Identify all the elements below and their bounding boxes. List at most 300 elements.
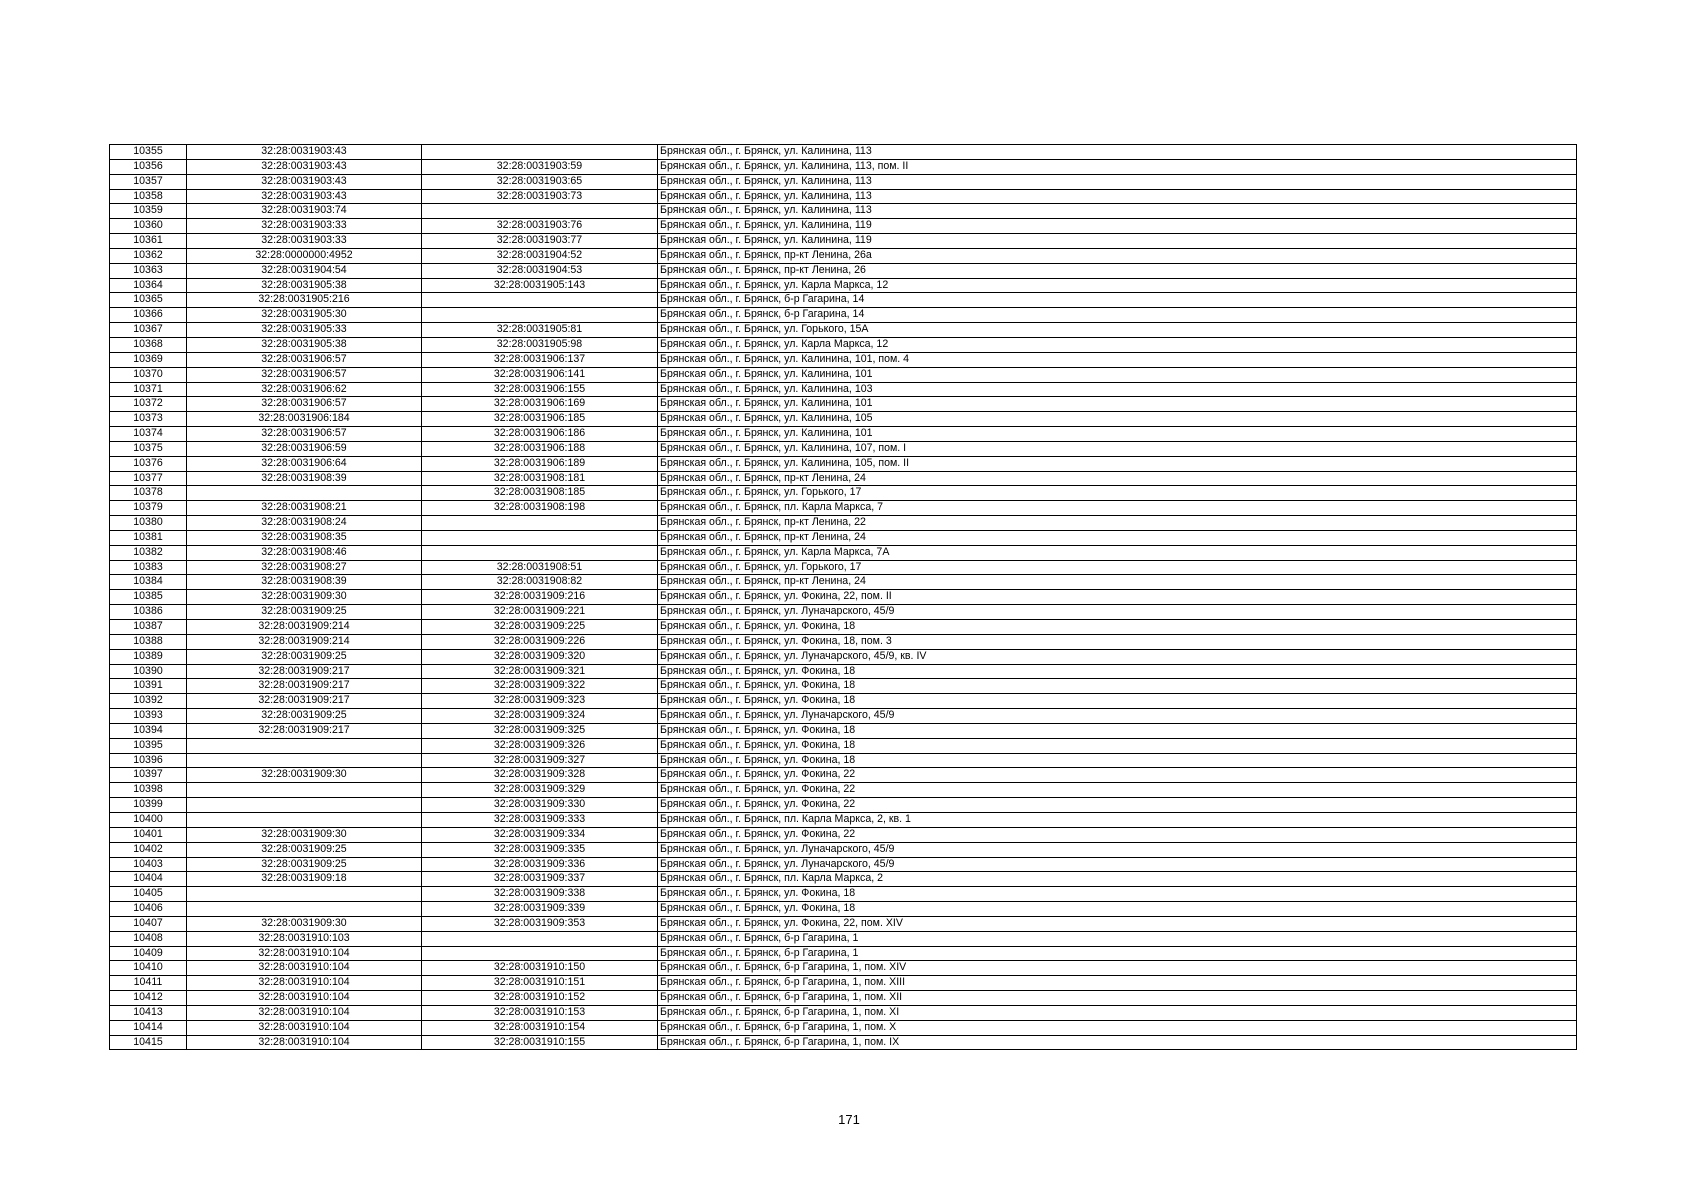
address-cell: Брянская обл., г. Брянск, б-р Гагарина, 1, пом. XIV bbox=[658, 961, 1577, 976]
table-row bbox=[110, 234, 1577, 249]
related-cadastral-number-cell: 32:28:0031909:336 bbox=[422, 857, 658, 872]
table-row bbox=[110, 293, 1577, 308]
row-number-cell: 10412 bbox=[110, 991, 187, 1006]
table-row bbox=[110, 263, 1577, 278]
address-cell: Брянская обл., г. Брянск, б-р Гагарина, 1, пом. XII bbox=[658, 991, 1577, 1006]
row-number-cell: 10383 bbox=[110, 560, 187, 575]
address-cell: Брянская обл., г. Брянск, пр-кт Ленина, 24 bbox=[658, 530, 1577, 545]
address-cell: Брянская обл., г. Брянск, ул. Горького, 15А bbox=[658, 323, 1577, 338]
table-row bbox=[110, 1005, 1577, 1020]
table-row bbox=[110, 352, 1577, 367]
table-row bbox=[110, 916, 1577, 931]
cadastral-number-cell: 32:28:0031906:64 bbox=[187, 456, 422, 471]
row-number-cell: 10406 bbox=[110, 902, 187, 917]
table-row bbox=[110, 961, 1577, 976]
row-number-cell: 10365 bbox=[110, 293, 187, 308]
cadastral-number-cell: 32:28:0031903:43 bbox=[187, 189, 422, 204]
table-row bbox=[110, 367, 1577, 382]
row-number-cell: 10360 bbox=[110, 219, 187, 234]
cadastral-number-cell: 32:28:0031905:38 bbox=[187, 337, 422, 352]
related-cadastral-number-cell: 32:28:0031906:137 bbox=[422, 352, 658, 367]
related-cadastral-number-cell: 32:28:0031909:328 bbox=[422, 768, 658, 783]
table-row bbox=[110, 174, 1577, 189]
table-row bbox=[110, 337, 1577, 352]
table-row bbox=[110, 1020, 1577, 1035]
address-cell: Брянская обл., г. Брянск, пл. Карла Маркса, 2, кв. 1 bbox=[658, 812, 1577, 827]
row-number-cell: 10410 bbox=[110, 961, 187, 976]
related-cadastral-number-cell: 32:28:0031909:339 bbox=[422, 902, 658, 917]
table-row bbox=[110, 976, 1577, 991]
address-cell: Брянская обл., г. Брянск, ул. Калинина, 113 bbox=[658, 204, 1577, 219]
row-number-cell: 10387 bbox=[110, 620, 187, 635]
address-cell: Брянская обл., г. Брянск, ул. Калинина, 101, пом. 4 bbox=[658, 352, 1577, 367]
address-cell: Брянская обл., г. Брянск, ул. Калинина, 101 bbox=[658, 397, 1577, 412]
table-row bbox=[110, 189, 1577, 204]
table-row bbox=[110, 634, 1577, 649]
table-row bbox=[110, 857, 1577, 872]
address-cell: Брянская обл., г. Брянск, б-р Гагарина, 1 bbox=[658, 931, 1577, 946]
cadastral-number-cell: 32:28:0031903:43 bbox=[187, 159, 422, 174]
address-cell: Брянская обл., г. Брянск, ул. Калинина, 103 bbox=[658, 382, 1577, 397]
table-row bbox=[110, 605, 1577, 620]
table-row bbox=[110, 931, 1577, 946]
row-number-cell: 10409 bbox=[110, 946, 187, 961]
address-cell: Брянская обл., г. Брянск, ул. Калинина, 101 bbox=[658, 367, 1577, 382]
cadastral-number-cell: 32:28:0031910:104 bbox=[187, 961, 422, 976]
cadastral-number-cell: 32:28:0031909:214 bbox=[187, 634, 422, 649]
table-row bbox=[110, 723, 1577, 738]
related-cadastral-number-cell: 32:28:0031904:53 bbox=[422, 263, 658, 278]
cadastral-number-cell: 32:28:0031909:30 bbox=[187, 590, 422, 605]
table-row bbox=[110, 679, 1577, 694]
row-number-cell: 10380 bbox=[110, 516, 187, 531]
address-cell: Брянская обл., г. Брянск, ул. Калинина, 119 bbox=[658, 219, 1577, 234]
row-number-cell: 10407 bbox=[110, 916, 187, 931]
row-number-cell: 10356 bbox=[110, 159, 187, 174]
row-number-cell: 10385 bbox=[110, 590, 187, 605]
cadastral-number-cell: 32:28:0031910:103 bbox=[187, 931, 422, 946]
related-cadastral-number-cell: 32:28:0031905:81 bbox=[422, 323, 658, 338]
address-cell: Брянская обл., г. Брянск, ул. Калинина, 107, пом. I bbox=[658, 441, 1577, 456]
related-cadastral-number-cell: 32:28:0031909:322 bbox=[422, 679, 658, 694]
related-cadastral-number-cell: 32:28:0031903:77 bbox=[422, 234, 658, 249]
address-cell: Брянская обл., г. Брянск, ул. Калинина, 119 bbox=[658, 234, 1577, 249]
table-row bbox=[110, 323, 1577, 338]
related-cadastral-number-cell: 32:28:0031906:189 bbox=[422, 456, 658, 471]
address-cell: Брянская обл., г. Брянск, пл. Карла Маркса, 7 bbox=[658, 501, 1577, 516]
related-cadastral-number-cell: 32:28:0031909:216 bbox=[422, 590, 658, 605]
related-cadastral-number-cell: 32:28:0031910:153 bbox=[422, 1005, 658, 1020]
row-number-cell: 10393 bbox=[110, 709, 187, 724]
cadastral-number-cell bbox=[187, 887, 422, 902]
related-cadastral-number-cell bbox=[422, 516, 658, 531]
table-row bbox=[110, 145, 1577, 160]
cadastral-number-cell: 32:28:0031909:217 bbox=[187, 694, 422, 709]
table-row bbox=[110, 486, 1577, 501]
row-number-cell: 10358 bbox=[110, 189, 187, 204]
cadastral-number-cell: 32:28:0031903:43 bbox=[187, 145, 422, 160]
related-cadastral-number-cell: 32:28:0031909:329 bbox=[422, 783, 658, 798]
row-number-cell: 10394 bbox=[110, 723, 187, 738]
related-cadastral-number-cell bbox=[422, 308, 658, 323]
related-cadastral-number-cell: 32:28:0031909:323 bbox=[422, 694, 658, 709]
row-number-cell: 10373 bbox=[110, 412, 187, 427]
cadastral-number-cell: 32:28:0031903:33 bbox=[187, 219, 422, 234]
row-number-cell: 10415 bbox=[110, 1035, 187, 1050]
related-cadastral-number-cell: 32:28:0031904:52 bbox=[422, 248, 658, 263]
address-cell: Брянская обл., г. Брянск, ул. Луначарского, 45/9, кв. IV bbox=[658, 649, 1577, 664]
cadastral-number-cell: 32:28:0031909:30 bbox=[187, 768, 422, 783]
related-cadastral-number-cell: 32:28:0031906:169 bbox=[422, 397, 658, 412]
table-row bbox=[110, 768, 1577, 783]
related-cadastral-number-cell: 32:28:0031909:338 bbox=[422, 887, 658, 902]
row-number-cell: 10377 bbox=[110, 471, 187, 486]
table-row bbox=[110, 560, 1577, 575]
address-cell: Брянская обл., г. Брянск, ул. Фокина, 22 bbox=[658, 768, 1577, 783]
table-row bbox=[110, 649, 1577, 664]
table-row bbox=[110, 842, 1577, 857]
table-row bbox=[110, 946, 1577, 961]
cadastral-number-cell: 32:28:0031908:46 bbox=[187, 545, 422, 560]
row-number-cell: 10357 bbox=[110, 174, 187, 189]
cadastral-number-cell: 32:28:0031909:25 bbox=[187, 709, 422, 724]
cadastral-number-cell: 32:28:0031909:214 bbox=[187, 620, 422, 635]
cadastral-number-cell: 32:28:0031906:57 bbox=[187, 427, 422, 442]
cadastral-number-cell: 32:28:0031908:24 bbox=[187, 516, 422, 531]
row-number-cell: 10355 bbox=[110, 145, 187, 160]
table-row bbox=[110, 902, 1577, 917]
row-number-cell: 10371 bbox=[110, 382, 187, 397]
registry-table bbox=[109, 144, 1577, 1050]
related-cadastral-number-cell: 32:28:0031909:334 bbox=[422, 827, 658, 842]
cadastral-number-cell: 32:28:0031905:216 bbox=[187, 293, 422, 308]
related-cadastral-number-cell: 32:28:0031909:353 bbox=[422, 916, 658, 931]
row-number-cell: 10381 bbox=[110, 530, 187, 545]
address-cell: Брянская обл., г. Брянск, ул. Фокина, 18 bbox=[658, 694, 1577, 709]
related-cadastral-number-cell bbox=[422, 545, 658, 560]
cadastral-number-cell: 32:28:0031909:30 bbox=[187, 916, 422, 931]
page-number: 171 bbox=[838, 1112, 860, 1127]
table-row bbox=[110, 530, 1577, 545]
address-cell: Брянская обл., г. Брянск, ул. Калинина, 113, пом. II bbox=[658, 159, 1577, 174]
table-row bbox=[110, 827, 1577, 842]
cadastral-number-cell: 32:28:0031909:217 bbox=[187, 679, 422, 694]
row-number-cell: 10366 bbox=[110, 308, 187, 323]
related-cadastral-number-cell: 32:28:0031908:82 bbox=[422, 575, 658, 590]
table-row bbox=[110, 427, 1577, 442]
row-number-cell: 10390 bbox=[110, 664, 187, 679]
cadastral-number-cell bbox=[187, 753, 422, 768]
table-row bbox=[110, 456, 1577, 471]
row-number-cell: 10364 bbox=[110, 278, 187, 293]
related-cadastral-number-cell: 32:28:0031903:65 bbox=[422, 174, 658, 189]
address-cell: Брянская обл., г. Брянск, ул. Луначарского, 45/9 bbox=[658, 709, 1577, 724]
row-number-cell: 10413 bbox=[110, 1005, 187, 1020]
row-number-cell: 10397 bbox=[110, 768, 187, 783]
table-row bbox=[110, 753, 1577, 768]
table-row bbox=[110, 516, 1577, 531]
table-row bbox=[110, 545, 1577, 560]
cadastral-number-cell: 32:28:0031910:104 bbox=[187, 991, 422, 1006]
cadastral-number-cell: 32:28:0031909:217 bbox=[187, 664, 422, 679]
address-cell: Брянская обл., г. Брянск, б-р Гагарина, 14 bbox=[658, 308, 1577, 323]
address-cell: Брянская обл., г. Брянск, ул. Фокина, 22, пом. XIV bbox=[658, 916, 1577, 931]
address-cell: Брянская обл., г. Брянск, ул. Карла Маркса, 12 bbox=[658, 337, 1577, 352]
related-cadastral-number-cell: 32:28:0031909:333 bbox=[422, 812, 658, 827]
address-cell: Брянская обл., г. Брянск, б-р Гагарина, 1, пом. XIII bbox=[658, 976, 1577, 991]
row-number-cell: 10405 bbox=[110, 887, 187, 902]
table-row bbox=[110, 278, 1577, 293]
address-cell: Брянская обл., г. Брянск, ул. Фокина, 18 bbox=[658, 902, 1577, 917]
cadastral-number-cell: 32:28:0031909:217 bbox=[187, 723, 422, 738]
address-cell: Брянская обл., г. Брянск, б-р Гагарина, 1, пом. XI bbox=[658, 1005, 1577, 1020]
row-number-cell: 10389 bbox=[110, 649, 187, 664]
related-cadastral-number-cell: 32:28:0031903:59 bbox=[422, 159, 658, 174]
table-row bbox=[110, 412, 1577, 427]
related-cadastral-number-cell bbox=[422, 145, 658, 160]
address-cell: Брянская обл., г. Брянск, ул. Луначарского, 45/9 bbox=[658, 842, 1577, 857]
table-row bbox=[110, 694, 1577, 709]
cadastral-number-cell: 32:28:0031905:30 bbox=[187, 308, 422, 323]
related-cadastral-number-cell: 32:28:0031905:143 bbox=[422, 278, 658, 293]
row-number-cell: 10384 bbox=[110, 575, 187, 590]
address-cell: Брянская обл., г. Брянск, ул. Фокина, 22 bbox=[658, 783, 1577, 798]
cadastral-number-cell: 32:28:0031904:54 bbox=[187, 263, 422, 278]
row-number-cell: 10408 bbox=[110, 931, 187, 946]
cadastral-number-cell: 32:28:0031909:25 bbox=[187, 857, 422, 872]
cadastral-number-cell: 32:28:0031910:104 bbox=[187, 1020, 422, 1035]
table-row bbox=[110, 1035, 1577, 1050]
cadastral-number-cell bbox=[187, 798, 422, 813]
cadastral-number-cell: 32:28:0031908:35 bbox=[187, 530, 422, 545]
related-cadastral-number-cell: 32:28:0031910:152 bbox=[422, 991, 658, 1006]
related-cadastral-number-cell: 32:28:0031910:151 bbox=[422, 976, 658, 991]
related-cadastral-number-cell: 32:28:0031906:141 bbox=[422, 367, 658, 382]
address-cell: Брянская обл., г. Брянск, ул. Горького, 17 bbox=[658, 486, 1577, 501]
related-cadastral-number-cell: 32:28:0031909:326 bbox=[422, 738, 658, 753]
address-cell: Брянская обл., г. Брянск, пр-кт Ленина, 24 bbox=[658, 471, 1577, 486]
cadastral-number-cell: 32:28:0031910:104 bbox=[187, 976, 422, 991]
related-cadastral-number-cell: 32:28:0031909:330 bbox=[422, 798, 658, 813]
row-number-cell: 10398 bbox=[110, 783, 187, 798]
table-row bbox=[110, 248, 1577, 263]
table-row bbox=[110, 738, 1577, 753]
address-cell: Брянская обл., г. Брянск, б-р Гагарина, 1, пом. IX bbox=[658, 1035, 1577, 1050]
row-number-cell: 10361 bbox=[110, 234, 187, 249]
row-number-cell: 10411 bbox=[110, 976, 187, 991]
cadastral-number-cell bbox=[187, 812, 422, 827]
related-cadastral-number-cell: 32:28:0031908:198 bbox=[422, 501, 658, 516]
table-row bbox=[110, 575, 1577, 590]
address-cell: Брянская обл., г. Брянск, ул. Калинина, 113 bbox=[658, 145, 1577, 160]
related-cadastral-number-cell: 32:28:0031908:185 bbox=[422, 486, 658, 501]
related-cadastral-number-cell: 32:28:0031910:154 bbox=[422, 1020, 658, 1035]
table-row bbox=[110, 620, 1577, 635]
row-number-cell: 10396 bbox=[110, 753, 187, 768]
table-row bbox=[110, 219, 1577, 234]
table-row bbox=[110, 471, 1577, 486]
related-cadastral-number-cell: 32:28:0031903:73 bbox=[422, 189, 658, 204]
cadastral-number-cell: 32:28:0031909:25 bbox=[187, 605, 422, 620]
related-cadastral-number-cell bbox=[422, 946, 658, 961]
related-cadastral-number-cell: 32:28:0031909:226 bbox=[422, 634, 658, 649]
table-row bbox=[110, 159, 1577, 174]
related-cadastral-number-cell bbox=[422, 530, 658, 545]
cadastral-number-cell: 32:28:0031908:39 bbox=[187, 575, 422, 590]
address-cell: Брянская обл., г. Брянск, б-р Гагарина, 1, пом. X bbox=[658, 1020, 1577, 1035]
cadastral-number-cell: 32:28:0031909:18 bbox=[187, 872, 422, 887]
related-cadastral-number-cell: 32:28:0031909:320 bbox=[422, 649, 658, 664]
related-cadastral-number-cell: 32:28:0031909:321 bbox=[422, 664, 658, 679]
cadastral-number-cell: 32:28:0031906:57 bbox=[187, 352, 422, 367]
cadastral-number-cell bbox=[187, 486, 422, 501]
cadastral-number-cell: 32:28:0031906:62 bbox=[187, 382, 422, 397]
address-cell: Брянская обл., г. Брянск, ул. Фокина, 18 bbox=[658, 738, 1577, 753]
address-cell: Брянская обл., г. Брянск, пр-кт Ленина, 22 bbox=[658, 516, 1577, 531]
cadastral-number-cell bbox=[187, 738, 422, 753]
table-row bbox=[110, 382, 1577, 397]
table-row bbox=[110, 664, 1577, 679]
address-cell: Брянская обл., г. Брянск, ул. Фокина, 18 bbox=[658, 887, 1577, 902]
address-cell: Брянская обл., г. Брянск, б-р Гагарина, 14 bbox=[658, 293, 1577, 308]
row-number-cell: 10362 bbox=[110, 248, 187, 263]
related-cadastral-number-cell: 32:28:0031905:98 bbox=[422, 337, 658, 352]
related-cadastral-number-cell: 32:28:0031906:155 bbox=[422, 382, 658, 397]
row-number-cell: 10370 bbox=[110, 367, 187, 382]
cadastral-number-cell: 32:28:0031906:184 bbox=[187, 412, 422, 427]
cadastral-number-cell: 32:28:0000000:4952 bbox=[187, 248, 422, 263]
related-cadastral-number-cell: 32:28:0031906:186 bbox=[422, 427, 658, 442]
address-cell: Брянская обл., г. Брянск, ул. Фокина, 22 bbox=[658, 827, 1577, 842]
cadastral-number-cell: 32:28:0031910:104 bbox=[187, 946, 422, 961]
row-number-cell: 10400 bbox=[110, 812, 187, 827]
address-cell: Брянская обл., г. Брянск, ул. Калинина, 113 bbox=[658, 174, 1577, 189]
table-row bbox=[110, 783, 1577, 798]
address-cell: Брянская обл., г. Брянск, ул. Карла Маркса, 7А bbox=[658, 545, 1577, 560]
cadastral-number-cell: 32:28:0031903:33 bbox=[187, 234, 422, 249]
cadastral-number-cell: 32:28:0031903:74 bbox=[187, 204, 422, 219]
cadastral-number-cell: 32:28:0031909:25 bbox=[187, 842, 422, 857]
address-cell: Брянская обл., г. Брянск, ул. Фокина, 18 bbox=[658, 753, 1577, 768]
table-row bbox=[110, 441, 1577, 456]
row-number-cell: 10401 bbox=[110, 827, 187, 842]
table-row bbox=[110, 872, 1577, 887]
address-cell: Брянская обл., г. Брянск, ул. Калинина, 101 bbox=[658, 427, 1577, 442]
address-cell: Брянская обл., г. Брянск, пр-кт Ленина, 26 bbox=[658, 263, 1577, 278]
row-number-cell: 10402 bbox=[110, 842, 187, 857]
address-cell: Брянская обл., г. Брянск, ул. Горького, 17 bbox=[658, 560, 1577, 575]
cadastral-number-cell: 32:28:0031905:38 bbox=[187, 278, 422, 293]
row-number-cell: 10363 bbox=[110, 263, 187, 278]
related-cadastral-number-cell bbox=[422, 931, 658, 946]
row-number-cell: 10403 bbox=[110, 857, 187, 872]
address-cell: Брянская обл., г. Брянск, ул. Фокина, 18, пом. 3 bbox=[658, 634, 1577, 649]
row-number-cell: 10379 bbox=[110, 501, 187, 516]
row-number-cell: 10399 bbox=[110, 798, 187, 813]
address-cell: Брянская обл., г. Брянск, ул. Луначарского, 45/9 bbox=[658, 857, 1577, 872]
address-cell: Брянская обл., г. Брянск, ул. Фокина, 18 bbox=[658, 620, 1577, 635]
address-cell: Брянская обл., г. Брянск, ул. Фокина, 22 bbox=[658, 798, 1577, 813]
related-cadastral-number-cell: 32:28:0031910:155 bbox=[422, 1035, 658, 1050]
cadastral-number-cell: 32:28:0031908:27 bbox=[187, 560, 422, 575]
address-cell: Брянская обл., г. Брянск, ул. Калинина, 113 bbox=[658, 189, 1577, 204]
registry-table-body bbox=[110, 145, 1577, 1050]
related-cadastral-number-cell: 32:28:0031906:185 bbox=[422, 412, 658, 427]
cadastral-number-cell: 32:28:0031906:57 bbox=[187, 367, 422, 382]
table-row bbox=[110, 991, 1577, 1006]
cadastral-number-cell: 32:28:0031909:30 bbox=[187, 827, 422, 842]
address-cell: Брянская обл., г. Брянск, ул. Карла Маркса, 12 bbox=[658, 278, 1577, 293]
address-cell: Брянская обл., г. Брянск, ул. Фокина, 18 bbox=[658, 679, 1577, 694]
row-number-cell: 10369 bbox=[110, 352, 187, 367]
table-row bbox=[110, 812, 1577, 827]
row-number-cell: 10386 bbox=[110, 605, 187, 620]
table-row bbox=[110, 887, 1577, 902]
row-number-cell: 10392 bbox=[110, 694, 187, 709]
related-cadastral-number-cell bbox=[422, 204, 658, 219]
cadastral-number-cell bbox=[187, 902, 422, 917]
row-number-cell: 10395 bbox=[110, 738, 187, 753]
row-number-cell: 10374 bbox=[110, 427, 187, 442]
address-cell: Брянская обл., г. Брянск, пр-кт Ленина, 26а bbox=[658, 248, 1577, 263]
address-cell: Брянская обл., г. Брянск, ул. Фокина, 22, пом. II bbox=[658, 590, 1577, 605]
row-number-cell: 10376 bbox=[110, 456, 187, 471]
address-cell: Брянская обл., г. Брянск, ул. Калинина, 105, пом. II bbox=[658, 456, 1577, 471]
cadastral-number-cell: 32:28:0031909:25 bbox=[187, 649, 422, 664]
related-cadastral-number-cell: 32:28:0031910:150 bbox=[422, 961, 658, 976]
address-cell: Брянская обл., г. Брянск, ул. Фокина, 18 bbox=[658, 664, 1577, 679]
address-cell: Брянская обл., г. Брянск, пл. Карла Маркса, 2 bbox=[658, 872, 1577, 887]
related-cadastral-number-cell: 32:28:0031909:327 bbox=[422, 753, 658, 768]
related-cadastral-number-cell: 32:28:0031906:188 bbox=[422, 441, 658, 456]
address-cell: Брянская обл., г. Брянск, пр-кт Ленина, 24 bbox=[658, 575, 1577, 590]
address-cell: Брянская обл., г. Брянск, ул. Луначарского, 45/9 bbox=[658, 605, 1577, 620]
table-row bbox=[110, 798, 1577, 813]
row-number-cell: 10367 bbox=[110, 323, 187, 338]
address-cell: Брянская обл., г. Брянск, б-р Гагарина, 1 bbox=[658, 946, 1577, 961]
row-number-cell: 10391 bbox=[110, 679, 187, 694]
related-cadastral-number-cell: 32:28:0031908:181 bbox=[422, 471, 658, 486]
related-cadastral-number-cell: 32:28:0031909:225 bbox=[422, 620, 658, 635]
related-cadastral-number-cell: 32:28:0031909:337 bbox=[422, 872, 658, 887]
related-cadastral-number-cell: 32:28:0031909:335 bbox=[422, 842, 658, 857]
table-row bbox=[110, 501, 1577, 516]
row-number-cell: 10388 bbox=[110, 634, 187, 649]
related-cadastral-number-cell: 32:28:0031909:325 bbox=[422, 723, 658, 738]
row-number-cell: 10372 bbox=[110, 397, 187, 412]
row-number-cell: 10414 bbox=[110, 1020, 187, 1035]
row-number-cell: 10404 bbox=[110, 872, 187, 887]
related-cadastral-number-cell: 32:28:0031909:324 bbox=[422, 709, 658, 724]
table-row bbox=[110, 308, 1577, 323]
row-number-cell: 10375 bbox=[110, 441, 187, 456]
cadastral-number-cell: 32:28:0031906:57 bbox=[187, 397, 422, 412]
related-cadastral-number-cell: 32:28:0031909:221 bbox=[422, 605, 658, 620]
address-cell: Брянская обл., г. Брянск, ул. Фокина, 18 bbox=[658, 723, 1577, 738]
table-row bbox=[110, 590, 1577, 605]
table-row bbox=[110, 709, 1577, 724]
row-number-cell: 10368 bbox=[110, 337, 187, 352]
cadastral-number-cell: 32:28:0031905:33 bbox=[187, 323, 422, 338]
cadastral-number-cell: 32:28:0031910:104 bbox=[187, 1035, 422, 1050]
cadastral-number-cell bbox=[187, 783, 422, 798]
cadastral-number-cell: 32:28:0031906:59 bbox=[187, 441, 422, 456]
address-cell: Брянская обл., г. Брянск, ул. Калинина, 105 bbox=[658, 412, 1577, 427]
related-cadastral-number-cell: 32:28:0031908:51 bbox=[422, 560, 658, 575]
related-cadastral-number-cell bbox=[422, 293, 658, 308]
cadastral-number-cell: 32:28:0031908:39 bbox=[187, 471, 422, 486]
cadastral-number-cell: 32:28:0031910:104 bbox=[187, 1005, 422, 1020]
